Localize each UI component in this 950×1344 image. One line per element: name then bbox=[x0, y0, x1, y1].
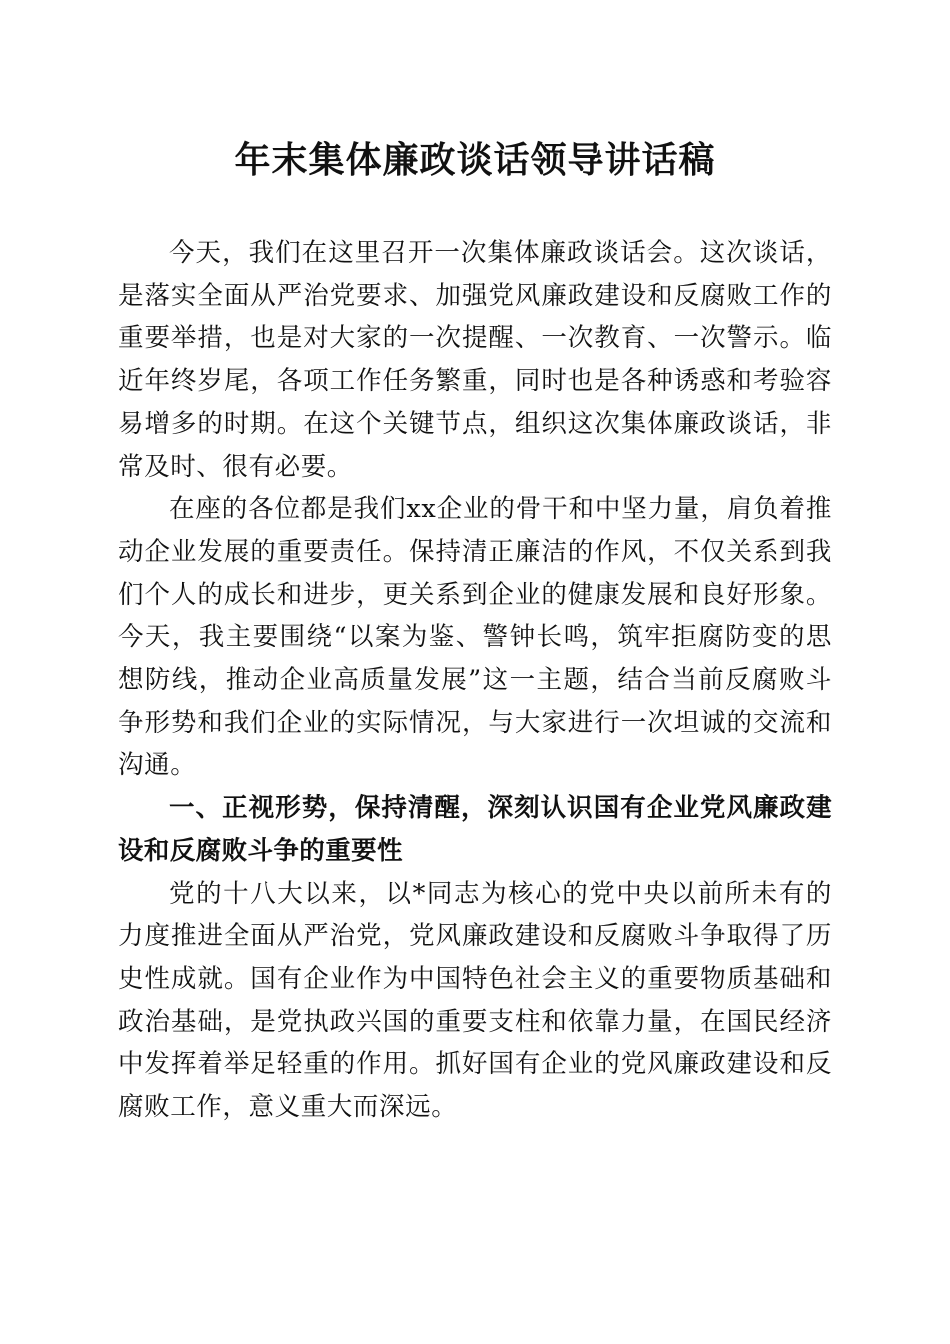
paragraph-opening: 今天，我们在这里召开一次集体廉政谈话会。这次谈话，是落实全面从严治党要求、加强党风廉政建设和反腐败工作的重要举措，也是对大家的一次提醒、一次教育、一次警示。临近年终岁尾，各项工作任务繁重，同时也是各种诱惑和考验容易增多的时期。在这个关键节点，组织这次集体廉政谈话，非常及时、很有必要。 bbox=[118, 238, 832, 482]
paragraph-section-one: 党的十八大以来，以*同志为核心的党中央以前所未有的力度推进全面从严治党，党风廉政建设和反腐败斗争取得了历史性成就。国有企业作为中国特色社会主义的重要物质基础和政治基础，是党执政兴国的重要支柱和依靠力量，在国民经济中发挥着举足轻重的作用。抓好国有企业的党风廉政建设和反腐败工作，意义重大而深远。 bbox=[118, 878, 832, 1123]
document-body bbox=[118, 232, 832, 1129]
section-heading: 一、正视形势，保持清醒，深刻认识国有企业党风廉政建设和反腐败斗争的重要性 bbox=[118, 793, 832, 866]
document-title: 年末集体廉政谈话领导讲话稿 bbox=[234, 140, 716, 181]
paragraph-audience: 在座的各位都是我们xx企业的骨干和中坚力量，肩负着推动企业发展的重要责任。保持清正廉洁的作风，不仅关系到我们个人的成长和进步，更关系到企业的健康发展和良好形象。今天，我主要围绕“以案为鉴、警钟长鸣，筑牢拒腐防变的思想防线，推动企业高质量发展”这一主题，结合当前反腐败斗争形势和我们企业的实际情况，与大家进行一次坦诚的交流和沟通。 bbox=[118, 494, 832, 781]
